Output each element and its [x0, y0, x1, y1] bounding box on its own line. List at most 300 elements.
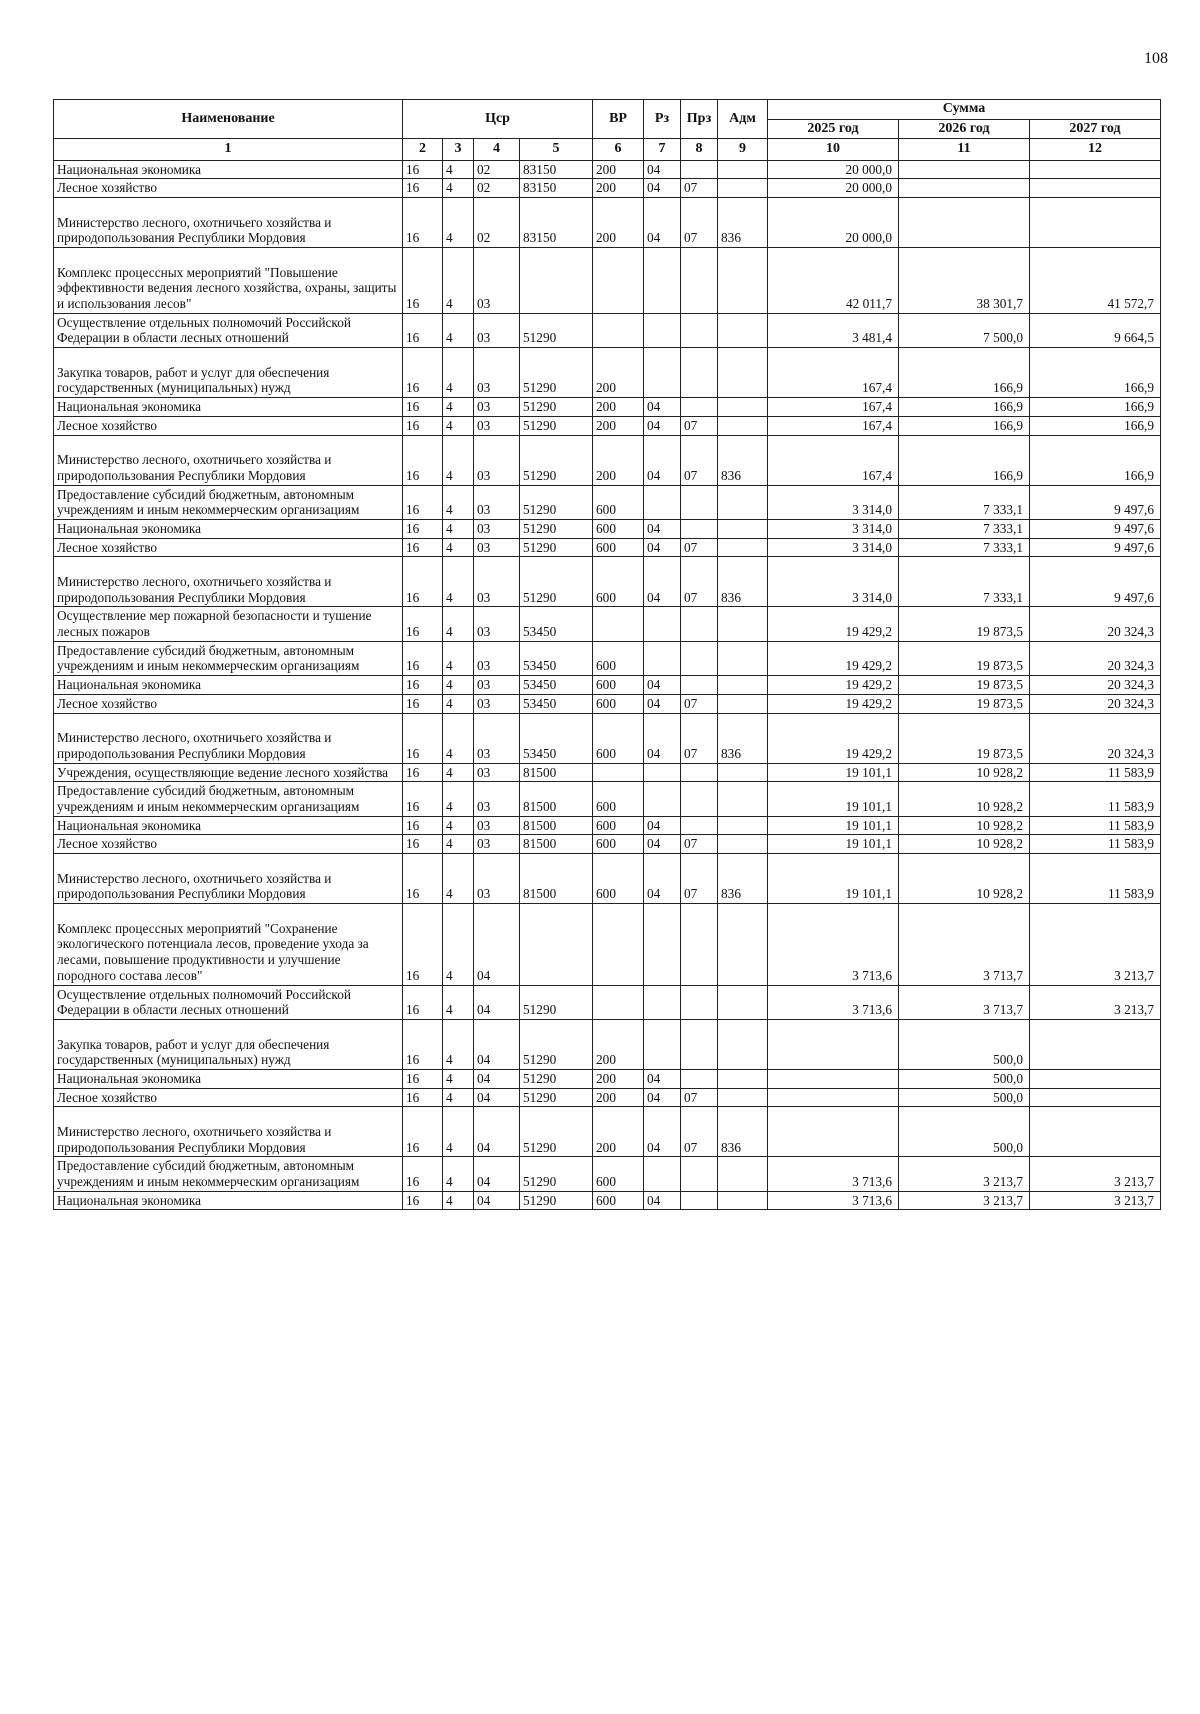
csr-part2-cell: 4 [443, 538, 474, 557]
table-row [54, 416, 1161, 435]
rz-cell [644, 1019, 681, 1069]
name-cell: Осуществление мер пожарной безопасности и тушение лесных пожаров [54, 607, 403, 641]
adm-cell [718, 247, 768, 313]
rz-cell: 04 [644, 416, 681, 435]
vr-cell: 600 [593, 538, 644, 557]
adm-cell [718, 816, 768, 835]
sum-2027-cell: 166,9 [1030, 398, 1161, 417]
table-row [54, 1088, 1161, 1107]
table-row [54, 313, 1161, 347]
sum-2025-cell: 3 314,0 [768, 485, 899, 519]
rz-cell: 04 [644, 854, 681, 904]
csr-part1-cell: 16 [403, 416, 443, 435]
csr-part2-cell: 4 [443, 416, 474, 435]
sum-2026-cell: 19 873,5 [899, 607, 1030, 641]
csr-part4-cell: 51290 [520, 519, 593, 538]
sum-2025-cell: 19 429,2 [768, 694, 899, 713]
sum-2026-cell: 19 873,5 [899, 694, 1030, 713]
sum-2026-cell: 3 213,7 [899, 1157, 1030, 1191]
column-number: 7 [644, 139, 681, 161]
table-row [54, 816, 1161, 835]
sum-2025-cell: 3 713,6 [768, 985, 899, 1019]
vr-cell [593, 985, 644, 1019]
csr-part3-cell: 02 [474, 197, 520, 247]
csr-part4-cell: 83150 [520, 197, 593, 247]
name-cell: Лесное хозяйство [54, 1088, 403, 1107]
vr-cell: 600 [593, 485, 644, 519]
sum-2027-cell: 166,9 [1030, 416, 1161, 435]
sum-2026-cell: 10 928,2 [899, 854, 1030, 904]
rz-cell: 04 [644, 538, 681, 557]
csr-part1-cell: 16 [403, 763, 443, 782]
vr-cell: 200 [593, 1107, 644, 1157]
sum-2025-cell: 3 314,0 [768, 557, 899, 607]
name-cell: Предоставление субсидий бюджетным, автономным учреждениям и иным некоммерческим организациям [54, 1157, 403, 1191]
rz-cell [644, 763, 681, 782]
sum-2027-cell: 11 583,9 [1030, 782, 1161, 816]
csr-part1-cell: 16 [403, 1157, 443, 1191]
sum-2026-cell: 7 333,1 [899, 557, 1030, 607]
sum-2025-cell: 3 314,0 [768, 538, 899, 557]
name-cell: Национальная экономика [54, 1191, 403, 1210]
csr-part3-cell: 03 [474, 782, 520, 816]
rz-cell [644, 1157, 681, 1191]
table-row [54, 398, 1161, 417]
csr-part1-cell: 16 [403, 398, 443, 417]
adm-cell [718, 607, 768, 641]
csr-part2-cell: 4 [443, 985, 474, 1019]
name-cell: Министерство лесного, охотничьего хозяйства и природопользования Республики Мордовия [54, 854, 403, 904]
csr-part3-cell: 03 [474, 416, 520, 435]
sum-2025-cell: 167,4 [768, 435, 899, 485]
sum-2025-cell [768, 1088, 899, 1107]
csr-part3-cell: 03 [474, 519, 520, 538]
csr-part3-cell: 03 [474, 247, 520, 313]
sum-2027-cell: 166,9 [1030, 348, 1161, 398]
csr-part3-cell: 04 [474, 1069, 520, 1088]
sum-2027-cell: 11 583,9 [1030, 816, 1161, 835]
name-cell: Министерство лесного, охотничьего хозяйства и природопользования Республики Мордовия [54, 435, 403, 485]
sum-2027-cell: 3 213,7 [1030, 985, 1161, 1019]
rz-cell: 04 [644, 1088, 681, 1107]
table-row [54, 1157, 1161, 1191]
header-adm: Адм [718, 100, 768, 139]
csr-part1-cell: 16 [403, 435, 443, 485]
prz-cell [681, 904, 718, 985]
sum-2027-cell [1030, 160, 1161, 179]
sum-2025-cell: 19 101,1 [768, 782, 899, 816]
sum-2026-cell: 10 928,2 [899, 782, 1030, 816]
name-cell: Предоставление субсидий бюджетным, автономным учреждениям и иным некоммерческим организациям [54, 782, 403, 816]
csr-part1-cell: 16 [403, 694, 443, 713]
sum-2027-cell [1030, 1019, 1161, 1069]
adm-cell [718, 179, 768, 198]
csr-part4-cell [520, 247, 593, 313]
sum-2026-cell: 166,9 [899, 398, 1030, 417]
sum-2027-cell: 9 497,6 [1030, 485, 1161, 519]
prz-cell: 07 [681, 557, 718, 607]
adm-cell [718, 763, 768, 782]
name-cell: Национальная экономика [54, 816, 403, 835]
csr-part1-cell: 16 [403, 197, 443, 247]
sum-2025-cell: 3 481,4 [768, 313, 899, 347]
csr-part3-cell: 02 [474, 179, 520, 198]
prz-cell: 07 [681, 835, 718, 854]
vr-cell: 600 [593, 782, 644, 816]
header-year: 2026 год [899, 119, 1030, 139]
vr-cell: 200 [593, 398, 644, 417]
csr-part2-cell: 4 [443, 348, 474, 398]
prz-cell: 07 [681, 854, 718, 904]
csr-part2-cell: 4 [443, 676, 474, 695]
table-row [54, 247, 1161, 313]
csr-part3-cell: 03 [474, 854, 520, 904]
sum-2027-cell: 9 664,5 [1030, 313, 1161, 347]
adm-cell [718, 519, 768, 538]
adm-cell: 836 [718, 435, 768, 485]
header-csr: Цср [403, 100, 593, 139]
adm-cell [718, 538, 768, 557]
sum-2027-cell: 20 324,3 [1030, 676, 1161, 695]
sum-2027-cell: 3 213,7 [1030, 1157, 1161, 1191]
csr-part3-cell: 03 [474, 641, 520, 675]
vr-cell: 600 [593, 854, 644, 904]
adm-cell [718, 641, 768, 675]
rz-cell [644, 607, 681, 641]
rz-cell: 04 [644, 816, 681, 835]
sum-2026-cell: 7 333,1 [899, 538, 1030, 557]
name-cell: Предоставление субсидий бюджетным, автономным учреждениям и иным некоммерческим организациям [54, 485, 403, 519]
table-row [54, 676, 1161, 695]
csr-part4-cell: 83150 [520, 179, 593, 198]
csr-part4-cell: 81500 [520, 835, 593, 854]
sum-2027-cell [1030, 1107, 1161, 1157]
csr-part2-cell: 4 [443, 485, 474, 519]
csr-part1-cell: 16 [403, 676, 443, 695]
prz-cell [681, 160, 718, 179]
csr-part2-cell: 4 [443, 1107, 474, 1157]
csr-part4-cell: 51290 [520, 1107, 593, 1157]
csr-part1-cell: 16 [403, 179, 443, 198]
vr-cell [593, 763, 644, 782]
adm-cell [718, 416, 768, 435]
table-row [54, 179, 1161, 198]
csr-part4-cell: 51290 [520, 985, 593, 1019]
sum-2025-cell: 19 101,1 [768, 816, 899, 835]
name-cell: Закупка товаров, работ и услуг для обеспечения государственных (муниципальных) нужд [54, 1019, 403, 1069]
sum-2025-cell: 19 429,2 [768, 641, 899, 675]
adm-cell [718, 1191, 768, 1210]
vr-cell [593, 904, 644, 985]
name-cell: Национальная экономика [54, 676, 403, 695]
csr-part1-cell: 16 [403, 607, 443, 641]
csr-part1-cell: 16 [403, 557, 443, 607]
sum-2025-cell: 19 429,2 [768, 607, 899, 641]
vr-cell: 200 [593, 1069, 644, 1088]
csr-part1-cell: 16 [403, 313, 443, 347]
csr-part2-cell: 4 [443, 854, 474, 904]
adm-cell [718, 485, 768, 519]
rz-cell: 04 [644, 1069, 681, 1088]
csr-part2-cell: 4 [443, 694, 474, 713]
csr-part3-cell: 03 [474, 557, 520, 607]
vr-cell: 600 [593, 816, 644, 835]
name-cell: Министерство лесного, охотничьего хозяйства и природопользования Республики Мордовия [54, 1107, 403, 1157]
csr-part3-cell: 04 [474, 1019, 520, 1069]
csr-part3-cell: 03 [474, 348, 520, 398]
rz-cell: 04 [644, 713, 681, 763]
csr-part2-cell: 4 [443, 816, 474, 835]
sum-2027-cell: 9 497,6 [1030, 557, 1161, 607]
header-year: 2027 год [1030, 119, 1161, 139]
csr-part1-cell: 16 [403, 713, 443, 763]
csr-part3-cell: 04 [474, 904, 520, 985]
sum-2025-cell: 19 429,2 [768, 713, 899, 763]
rz-cell: 04 [644, 179, 681, 198]
adm-cell [718, 1019, 768, 1069]
prz-cell: 07 [681, 694, 718, 713]
csr-part4-cell: 51290 [520, 416, 593, 435]
sum-2026-cell: 500,0 [899, 1069, 1030, 1088]
rz-cell: 04 [644, 835, 681, 854]
rz-cell: 04 [644, 519, 681, 538]
table-row [54, 485, 1161, 519]
sum-2025-cell [768, 1107, 899, 1157]
name-cell: Министерство лесного, охотничьего хозяйства и природопользования Республики Мордовия [54, 197, 403, 247]
column-number: 12 [1030, 139, 1161, 161]
prz-cell [681, 985, 718, 1019]
rz-cell [644, 904, 681, 985]
csr-part4-cell: 81500 [520, 782, 593, 816]
sum-2026-cell: 166,9 [899, 416, 1030, 435]
sum-2027-cell [1030, 179, 1161, 198]
csr-part1-cell: 16 [403, 538, 443, 557]
csr-part4-cell: 51290 [520, 485, 593, 519]
vr-cell: 200 [593, 1019, 644, 1069]
csr-part3-cell: 03 [474, 835, 520, 854]
adm-cell [718, 1069, 768, 1088]
vr-cell: 600 [593, 557, 644, 607]
csr-part2-cell: 4 [443, 398, 474, 417]
sum-2026-cell: 7 333,1 [899, 485, 1030, 519]
sum-2027-cell: 20 324,3 [1030, 713, 1161, 763]
vr-cell [593, 247, 644, 313]
csr-part1-cell: 16 [403, 835, 443, 854]
adm-cell: 836 [718, 557, 768, 607]
vr-cell: 600 [593, 1191, 644, 1210]
sum-2026-cell: 166,9 [899, 435, 1030, 485]
prz-cell [681, 1191, 718, 1210]
sum-2026-cell: 19 873,5 [899, 641, 1030, 675]
sum-2026-cell [899, 197, 1030, 247]
sum-2025-cell: 167,4 [768, 348, 899, 398]
vr-cell: 600 [593, 1157, 644, 1191]
csr-part2-cell: 4 [443, 904, 474, 985]
sum-2027-cell [1030, 1069, 1161, 1088]
sum-2025-cell: 167,4 [768, 398, 899, 417]
csr-part3-cell: 03 [474, 694, 520, 713]
csr-part3-cell: 03 [474, 398, 520, 417]
sum-2026-cell: 500,0 [899, 1019, 1030, 1069]
csr-part2-cell: 4 [443, 197, 474, 247]
header-rz: Рз [644, 100, 681, 139]
adm-cell [718, 1157, 768, 1191]
sum-2027-cell [1030, 197, 1161, 247]
sum-2026-cell: 19 873,5 [899, 676, 1030, 695]
csr-part2-cell: 4 [443, 519, 474, 538]
sum-2026-cell [899, 160, 1030, 179]
table-row [54, 904, 1161, 985]
prz-cell [681, 519, 718, 538]
prz-cell [681, 398, 718, 417]
sum-2025-cell: 19 101,1 [768, 835, 899, 854]
sum-2027-cell: 41 572,7 [1030, 247, 1161, 313]
csr-part4-cell: 51290 [520, 538, 593, 557]
sum-2027-cell [1030, 1088, 1161, 1107]
column-number: 8 [681, 139, 718, 161]
name-cell: Комплекс процессных мероприятий "Сохранение экологического потенциала лесов, проведение ухода за лесами, повышение продуктивности и улучшение породного состава лесов" [54, 904, 403, 985]
sum-2026-cell: 10 928,2 [899, 816, 1030, 835]
sum-2025-cell: 19 429,2 [768, 676, 899, 695]
csr-part2-cell: 4 [443, 835, 474, 854]
csr-part4-cell: 53450 [520, 694, 593, 713]
sum-2025-cell [768, 1019, 899, 1069]
name-cell: Закупка товаров, работ и услуг для обеспечения государственных (муниципальных) нужд [54, 348, 403, 398]
sum-2026-cell: 3 213,7 [899, 1191, 1030, 1210]
sum-2026-cell: 166,9 [899, 348, 1030, 398]
csr-part4-cell: 51290 [520, 557, 593, 607]
name-cell: Министерство лесного, охотничьего хозяйства и природопользования Республики Мордовия [54, 557, 403, 607]
csr-part3-cell: 03 [474, 713, 520, 763]
rz-cell: 04 [644, 160, 681, 179]
name-cell: Лесное хозяйство [54, 694, 403, 713]
rz-cell: 04 [644, 435, 681, 485]
csr-part2-cell: 4 [443, 557, 474, 607]
csr-part2-cell: 4 [443, 247, 474, 313]
csr-part1-cell: 16 [403, 641, 443, 675]
csr-part3-cell: 04 [474, 985, 520, 1019]
column-number: 4 [474, 139, 520, 161]
name-cell: Лесное хозяйство [54, 538, 403, 557]
table-row [54, 1191, 1161, 1210]
table-row [54, 1107, 1161, 1157]
csr-part4-cell: 51290 [520, 1157, 593, 1191]
vr-cell: 600 [593, 694, 644, 713]
prz-cell: 07 [681, 1088, 718, 1107]
header-name: Наименование [54, 100, 403, 139]
name-cell: Лесное хозяйство [54, 416, 403, 435]
table-row [54, 197, 1161, 247]
prz-cell [681, 348, 718, 398]
csr-part4-cell: 51290 [520, 435, 593, 485]
csr-part1-cell: 16 [403, 904, 443, 985]
table-row [54, 782, 1161, 816]
vr-cell: 600 [593, 835, 644, 854]
column-number: 9 [718, 139, 768, 161]
sum-2025-cell: 19 101,1 [768, 763, 899, 782]
sum-2027-cell: 20 324,3 [1030, 694, 1161, 713]
adm-cell [718, 1088, 768, 1107]
rz-cell: 04 [644, 197, 681, 247]
sum-2027-cell: 166,9 [1030, 435, 1161, 485]
name-cell: Национальная экономика [54, 519, 403, 538]
sum-2027-cell: 9 497,6 [1030, 519, 1161, 538]
sum-2027-cell: 11 583,9 [1030, 854, 1161, 904]
csr-part1-cell: 16 [403, 816, 443, 835]
sum-2025-cell [768, 1069, 899, 1088]
vr-cell: 600 [593, 713, 644, 763]
sum-2027-cell: 11 583,9 [1030, 835, 1161, 854]
csr-part1-cell: 16 [403, 985, 443, 1019]
sum-2025-cell: 3 314,0 [768, 519, 899, 538]
vr-cell: 200 [593, 1088, 644, 1107]
name-cell: Национальная экономика [54, 160, 403, 179]
csr-part4-cell [520, 904, 593, 985]
csr-part2-cell: 4 [443, 1088, 474, 1107]
csr-part2-cell: 4 [443, 1069, 474, 1088]
column-number: 1 [54, 139, 403, 161]
sum-2025-cell: 20 000,0 [768, 160, 899, 179]
csr-part3-cell: 04 [474, 1107, 520, 1157]
csr-part2-cell: 4 [443, 607, 474, 641]
csr-part1-cell: 16 [403, 348, 443, 398]
adm-cell [718, 676, 768, 695]
csr-part2-cell: 4 [443, 179, 474, 198]
sum-2025-cell: 20 000,0 [768, 197, 899, 247]
prz-cell [681, 641, 718, 675]
adm-cell: 836 [718, 854, 768, 904]
table-row [54, 557, 1161, 607]
rz-cell: 04 [644, 694, 681, 713]
sum-2025-cell: 3 713,6 [768, 1191, 899, 1210]
sum-2025-cell: 167,4 [768, 416, 899, 435]
prz-cell: 07 [681, 713, 718, 763]
name-cell: Лесное хозяйство [54, 179, 403, 198]
vr-cell: 600 [593, 641, 644, 675]
rz-cell: 04 [644, 557, 681, 607]
csr-part4-cell: 81500 [520, 763, 593, 782]
prz-cell [681, 782, 718, 816]
adm-cell [718, 782, 768, 816]
vr-cell [593, 313, 644, 347]
csr-part4-cell: 53450 [520, 641, 593, 675]
name-cell: Национальная экономика [54, 398, 403, 417]
prz-cell [681, 1019, 718, 1069]
csr-part1-cell: 16 [403, 854, 443, 904]
rz-cell [644, 641, 681, 675]
adm-cell: 836 [718, 1107, 768, 1157]
table-row [54, 763, 1161, 782]
adm-cell [718, 348, 768, 398]
column-number-row [54, 139, 1161, 161]
prz-cell [681, 485, 718, 519]
adm-cell [718, 160, 768, 179]
sum-2027-cell: 11 583,9 [1030, 763, 1161, 782]
csr-part3-cell: 03 [474, 763, 520, 782]
prz-cell [681, 247, 718, 313]
csr-part3-cell: 03 [474, 538, 520, 557]
name-cell: Лесное хозяйство [54, 835, 403, 854]
csr-part4-cell: 81500 [520, 854, 593, 904]
csr-part3-cell: 03 [474, 485, 520, 519]
column-number: 6 [593, 139, 644, 161]
csr-part4-cell: 51290 [520, 1069, 593, 1088]
rz-cell [644, 985, 681, 1019]
sum-2027-cell: 9 497,6 [1030, 538, 1161, 557]
table-row [54, 607, 1161, 641]
sum-2026-cell: 10 928,2 [899, 835, 1030, 854]
adm-cell: 836 [718, 197, 768, 247]
